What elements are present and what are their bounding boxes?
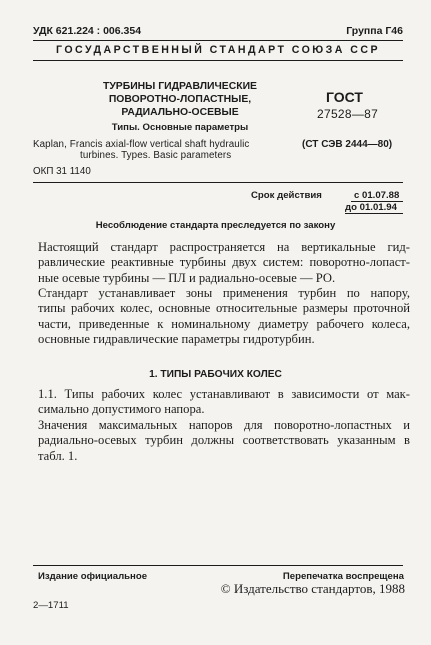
gost-number: 27528—87 (317, 107, 379, 121)
clause-line-2: симально допустимого напора. (38, 402, 205, 417)
cmea-standard: (СТ СЭВ 2444—80) (302, 139, 393, 150)
header-rule-top (33, 40, 403, 41)
title-line-1: ТУРБИНЫ ГИДРАВЛИЧЕСКИЕ (102, 81, 257, 92)
subtitle: Типы. Основные параметры (111, 122, 249, 133)
scope-paragraph (38, 286, 410, 348)
group-code: Группа Г46 (346, 25, 403, 37)
scope-line-4: основные гидравлические параметры гидротурбин. (38, 332, 315, 347)
clause-1-1 (38, 387, 410, 418)
section-title: 1. ТИПЫ РАБОЧИХ КОЛЕС (149, 369, 282, 380)
english-title-line-1: Kaplan, Francis axial-flow vertical shaft hydraulic (33, 139, 250, 150)
okp-code: ОКП 31 1140 (33, 166, 91, 177)
validity-from: с 01.07.88 (354, 190, 400, 201)
english-title-line-2: turbines. Types. Basic parameters (80, 150, 232, 161)
copyright-notice: © Издательство стандартов, 1988 (220, 581, 405, 596)
reprint-notice: Перепечатка воспрещена (282, 571, 404, 582)
clause-line-1: 1.1. Типы рабочих колес устанавливают в зависимости от мак- (38, 387, 410, 401)
limits-line-1: Значения максимальных напоров для поворотно-лопастных и (38, 418, 410, 432)
scope-line-3: части, приведенные к номинальному диаметру рабочего колеса, (38, 316, 410, 331)
official-edition: Издание официальное (38, 571, 148, 582)
footer-rule (33, 565, 403, 566)
title-line-2: ПОВОРОТНО-ЛОПАСТНЫЕ, (108, 94, 252, 105)
intro-paragraph (38, 240, 410, 286)
validity-label: Срок действия (251, 190, 322, 201)
limits-line-2: радиально-осевых турбин должны соответствовать указанным в (38, 433, 410, 448)
intro-line-3: ные осевые турбины — ПЛ и радиально-осевые — РО. (38, 270, 336, 285)
print-code: 2—1711 (33, 600, 69, 611)
intro-line-1: Настоящий стандарт распространяется на вертикальные гид- (38, 240, 410, 254)
limits-paragraph (38, 418, 410, 464)
legal-warning: Несоблюдение стандарта преследуется по закону (95, 220, 336, 231)
scope-line-1: Стандарт устанавливает зоны применения турбин по напору, (38, 286, 410, 300)
header-rule-bottom (33, 60, 403, 61)
title-line-3: РАДИАЛЬНО-ОСЕВЫЕ (121, 107, 239, 118)
limits-line-3: табл. 1. (38, 448, 78, 463)
intro-line-2: равлические реактивные турбины двух систем: поворотно-лопаст- (38, 255, 410, 270)
validity-underline-2 (345, 213, 403, 214)
standard-banner: ГОСУДАРСТВЕННЫЙ СТАНДАРТ СОЮЗА ССР (56, 44, 380, 56)
udk-code: УДК 621.224 : 006.354 (33, 25, 142, 37)
validity-to: до 01.01.94 (345, 202, 397, 213)
scope-line-2: типы рабочих колес, основные относительные размеры проточной (38, 301, 410, 316)
gost-label: ГОСТ (326, 89, 363, 105)
validity-rule (33, 182, 403, 183)
